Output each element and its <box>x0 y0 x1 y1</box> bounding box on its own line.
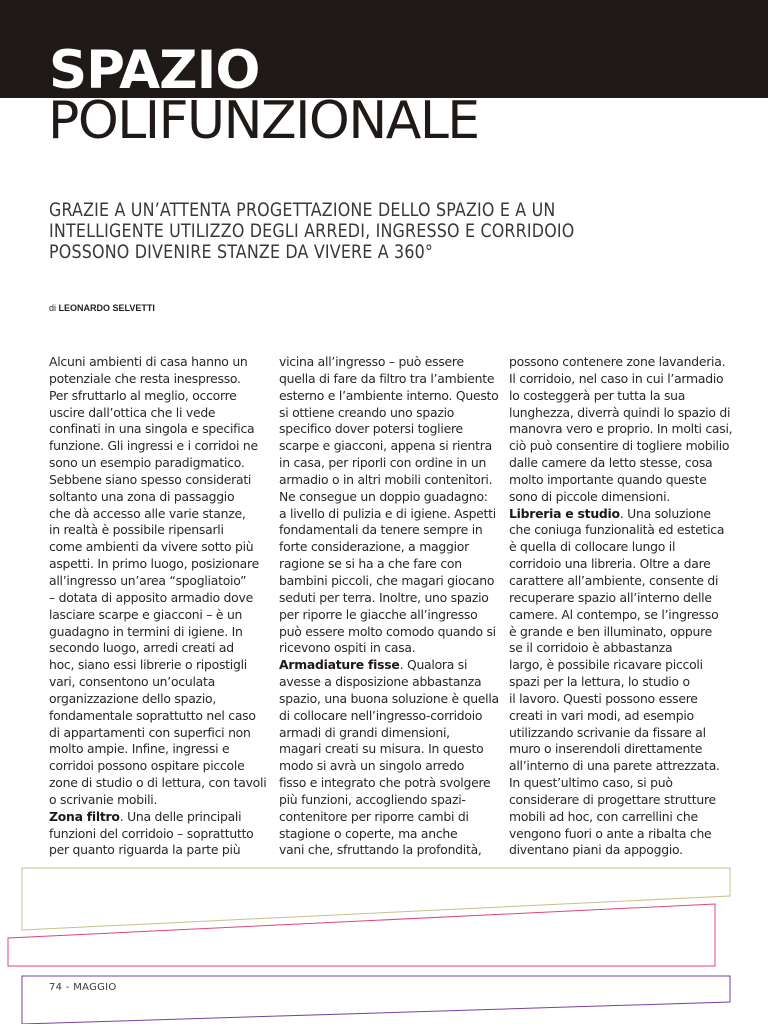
line-text: è grande e ben illuminato, oppure <box>509 623 713 639</box>
text-line <box>509 522 729 539</box>
text-line <box>49 590 269 607</box>
line-text: lo costeggerà per tutta la sua <box>509 387 686 403</box>
text-line <box>49 725 269 742</box>
text-line <box>49 758 269 775</box>
text-line <box>509 573 729 590</box>
line-text: può essere molto comodo quando si <box>279 623 496 639</box>
line-text: dalle camere da letto stesse, cosa <box>509 455 713 471</box>
text-line <box>279 522 499 539</box>
text-line <box>509 438 729 455</box>
text-line <box>509 775 729 792</box>
line-text: di collocare nell’ingresso-corridoio <box>279 707 483 723</box>
text-line <box>509 674 729 691</box>
text-line <box>279 421 499 438</box>
text-column-2 <box>279 354 499 859</box>
text-line <box>49 371 269 388</box>
subheading: Zona filtro <box>49 808 120 824</box>
text-line <box>279 708 499 725</box>
line-text: stagione o coperte, ma anche <box>279 825 458 841</box>
line-text: fondamentale soprattutto nel caso <box>49 707 256 723</box>
text-line <box>279 388 499 405</box>
line-text: Per sfruttarlo al meglio, occorre <box>49 387 237 403</box>
line-text: Ne consegue un doppio guadagno: <box>279 488 488 504</box>
text-line <box>279 775 499 792</box>
line-text: il lavoro. Questi possono essere <box>509 690 698 706</box>
subtitle-line: POSSONO DIVENIRE STANZE DA VIVERE A 360° <box>49 241 434 263</box>
line-text: esterno e l’ambiente interno. Questo <box>279 387 499 403</box>
line-text: fisso e integrato che potrà svolgere <box>279 775 491 791</box>
text-line <box>279 539 499 556</box>
line-text: recuperare spazio all’interno delle <box>509 589 712 605</box>
text-line <box>279 674 499 691</box>
line-text: come ambienti da vivere sotto più <box>49 539 254 555</box>
text-line <box>279 809 499 826</box>
text-line <box>509 657 729 674</box>
text-line <box>49 556 269 573</box>
line-text: si ottiene creando uno spazio <box>279 404 455 420</box>
text-line <box>509 506 729 523</box>
text-line <box>509 758 729 775</box>
text-line <box>509 354 729 371</box>
text-line <box>279 405 499 422</box>
text-line <box>509 640 729 657</box>
line-text: manovra vero e proprio. In molti casi, <box>509 421 733 437</box>
text-line <box>509 455 729 472</box>
text-column-3 <box>509 354 733 859</box>
line-text: guadagno in termini di igiene. In <box>49 623 243 639</box>
line-text: contenitore per riporre cambi di <box>279 808 469 824</box>
line-text: corridoio una libreria. Oltre a dare <box>509 556 711 572</box>
line-text: ricevono ospiti in casa. <box>279 640 416 656</box>
line-text: magari creati su misura. In questo <box>279 741 484 757</box>
line-text: . Una delle principali <box>119 808 242 824</box>
line-text: spazi per la lettura, lo studio o <box>509 674 690 690</box>
line-text: molto importante quando queste <box>509 471 707 487</box>
line-text: sono un esempio paradigmatico. <box>49 455 245 471</box>
line-text: largo, è possibile ricavare piccoli <box>509 657 703 673</box>
text-line <box>49 775 269 792</box>
text-line <box>49 489 269 506</box>
line-text: vicina all’ingresso – può essere <box>279 354 464 369</box>
text-line <box>279 590 499 607</box>
line-text: o scrivanie mobili. <box>49 791 158 807</box>
text-line <box>49 691 269 708</box>
line-text: bambini piccoli, che magari giocano <box>279 572 495 588</box>
text-line <box>509 691 729 708</box>
line-text: quella di fare da filtro tra l’ambiente <box>279 370 495 386</box>
line-text: molto ampie. Infine, ingressi e <box>49 741 230 757</box>
title-line-2: POLIFUNZIONALE <box>48 91 479 151</box>
text-line <box>49 472 269 489</box>
text-line <box>509 539 729 556</box>
text-line <box>509 421 733 438</box>
line-text: possono contenere zone lavanderia. <box>509 354 726 369</box>
line-text: all’ingresso un’area “spogliatoio” <box>49 572 247 588</box>
text-line <box>49 792 269 809</box>
text-line <box>49 573 269 590</box>
line-text: lunghezza, diverrà quindi lo spazio di <box>509 404 731 420</box>
text-line <box>49 708 269 725</box>
text-line <box>279 438 499 455</box>
line-text: diventano piani da appoggio. <box>509 842 683 858</box>
line-text: camere. Al contempo, se l’ingresso <box>509 606 719 622</box>
subheading: Libreria e studio <box>509 505 620 521</box>
line-text: vari, consentono un’oculata <box>49 674 215 690</box>
decorative-stripes <box>0 860 768 1024</box>
text-line <box>279 506 499 523</box>
text-line <box>279 371 499 388</box>
line-text: ciò può consentire di togliere mobilio <box>509 438 730 454</box>
text-line <box>49 421 269 438</box>
line-text: spazio, una buona soluzione è quella <box>279 690 499 706</box>
line-text: confinati in una singola e specifica <box>49 421 255 437</box>
line-text: per quanto riguarda la parte più <box>49 842 241 858</box>
text-line <box>509 842 729 859</box>
line-text: Il corridoio, nel caso in cui l’armadio <box>509 370 724 386</box>
line-text: per riporre le giacche all’ingresso <box>279 606 478 622</box>
subtitle-line: GRAZIE A UN’ATTENTA PROGETTAZIONE DELLO SPAZIO E A UN <box>49 199 556 221</box>
text-line <box>279 691 499 708</box>
line-text: vengono fuori o ante a ribalta che <box>509 825 712 841</box>
text-line <box>279 842 499 859</box>
text-line <box>279 489 499 506</box>
text-line <box>279 455 499 472</box>
text-line <box>509 388 729 405</box>
text-line <box>49 506 269 523</box>
title-line-1: SPAZIO <box>49 40 260 101</box>
byline-author: LEONARDO SELVETTI <box>58 303 155 313</box>
line-text: in realtà è possibile ripensarli <box>49 522 224 538</box>
text-line <box>509 405 729 422</box>
line-text: forte considerazione, a maggior <box>279 539 469 555</box>
text-line <box>49 624 269 641</box>
text-line <box>279 741 499 758</box>
line-text: . Una soluzione <box>619 505 711 521</box>
line-text: soltanto una zona di passaggio <box>49 488 235 504</box>
text-line <box>279 354 499 371</box>
text-line <box>509 371 729 388</box>
line-text: che coniuga funzionalità ed estetica <box>509 522 725 538</box>
line-text: Alcuni ambienti di casa hanno un <box>49 354 248 369</box>
text-line <box>509 624 729 641</box>
line-text: organizzazione dello spazio, <box>49 690 217 706</box>
text-line <box>509 725 729 742</box>
text-line <box>49 809 269 826</box>
text-line <box>49 657 269 674</box>
line-text: funzione. Gli ingressi e i corridoi ne <box>49 438 258 454</box>
line-text: avesse a disposizione abbastanza <box>279 674 482 690</box>
text-line <box>509 826 729 843</box>
line-text: hoc, siano essi librerie o ripostigli <box>49 657 247 673</box>
text-line <box>279 624 499 641</box>
line-text: armadi di grandi dimensioni, <box>279 724 450 740</box>
text-line <box>49 455 269 472</box>
text-line <box>509 556 729 573</box>
line-text: creati in vari modi, ad esempio <box>509 707 694 723</box>
line-text: fondamentali da tenere sempre in <box>279 522 483 538</box>
line-text: vani che, sfruttando la profondità, <box>279 842 482 858</box>
line-text: a livello di pulizia e di igiene. Aspetti <box>279 505 496 521</box>
line-text: aspetti. In primo luogo, posizionare <box>49 556 259 572</box>
text-line <box>509 489 729 506</box>
article-subtitle <box>49 200 681 263</box>
text-line <box>509 607 729 624</box>
line-text: corridoi possono ospitare piccole <box>49 758 245 774</box>
text-line <box>509 809 729 826</box>
line-text: lasciare scarpe e giacconi – è un <box>49 606 243 622</box>
text-line <box>509 741 729 758</box>
text-column-1 <box>49 354 269 859</box>
line-text: all’interno di una parete attrezzata. <box>509 758 720 774</box>
text-line <box>509 590 729 607</box>
text-line <box>49 741 269 758</box>
line-text: armadio o in altri mobili contenitori. <box>279 471 493 487</box>
text-line <box>49 842 269 859</box>
text-line <box>279 792 499 809</box>
line-text: scarpe e giacconi, appena si rientra <box>279 438 492 454</box>
line-text: modo si avrà un singolo arredo <box>279 758 465 774</box>
text-line <box>279 472 499 489</box>
stripe-purple <box>22 976 730 1024</box>
line-text: considerare di progettare strutture <box>509 791 716 807</box>
text-line <box>509 792 729 809</box>
text-line <box>49 438 269 455</box>
line-text: potenziale che resta inespresso. <box>49 370 241 386</box>
text-line <box>49 674 269 691</box>
line-text: . Qualora si <box>399 657 468 673</box>
line-text: carattere all’ambiente, consente di <box>509 572 719 588</box>
text-line <box>279 556 499 573</box>
line-text: se il corridoio è abbastanza <box>509 640 673 656</box>
line-text: mobili ad hoc, con carrellini che <box>509 808 698 824</box>
byline-prefix: di <box>49 303 57 313</box>
text-line <box>49 640 269 657</box>
line-text: di appartamenti con superfici non <box>49 724 251 740</box>
line-text: specifico dover potersi togliere <box>279 421 463 437</box>
text-line <box>509 708 729 725</box>
line-text: in casa, per riporli con ordine in un <box>279 455 487 471</box>
text-line <box>279 607 499 624</box>
subtitle-line: INTELLIGENTE UTILIZZO DEGLI ARREDI, INGRESSO E CORRIDOIO <box>49 220 575 242</box>
line-text: Sebbene siano spesso considerati <box>49 471 252 487</box>
line-text: che dà accesso alle varie stanze, <box>49 505 246 521</box>
line-text: secondo luogo, arredi creati ad <box>49 640 234 656</box>
text-line <box>49 405 269 422</box>
text-line <box>279 573 499 590</box>
text-line <box>49 354 269 371</box>
line-text: seduti per terra. Inoltre, uno spazio <box>279 589 489 605</box>
line-text: – dotata di apposito armadio dove <box>49 589 253 605</box>
text-line <box>49 522 269 539</box>
text-line <box>279 657 499 674</box>
text-line <box>509 472 729 489</box>
text-line <box>49 607 269 624</box>
text-line <box>279 640 499 657</box>
line-text: ragione se si ha a che fare con <box>279 556 462 572</box>
text-line <box>279 826 499 843</box>
line-text: uscire dall’ottica che li vede <box>49 404 216 420</box>
subheading: Armadiature fisse <box>279 657 400 673</box>
line-text: sono di piccole dimensioni. <box>509 488 670 504</box>
page-number: 74 - MAGGIO <box>49 982 117 993</box>
line-text: utilizzando scrivanie da fissare al <box>509 724 706 740</box>
line-text: è quella di collocare lungo il <box>509 539 676 555</box>
line-text: zone di studio o di lettura, con tavoli <box>49 775 267 791</box>
line-text: muro o inserendoli direttamente <box>509 741 703 757</box>
byline <box>49 303 155 313</box>
text-line <box>49 826 269 843</box>
text-line <box>49 539 269 556</box>
line-text: In quest’ultimo caso, si può <box>509 775 673 791</box>
text-line <box>279 758 499 775</box>
line-text: più funzioni, accogliendo spazi- <box>279 791 466 807</box>
text-line <box>49 388 269 405</box>
line-text: funzioni del corridoio – soprattutto <box>49 825 254 841</box>
text-line <box>279 725 499 742</box>
